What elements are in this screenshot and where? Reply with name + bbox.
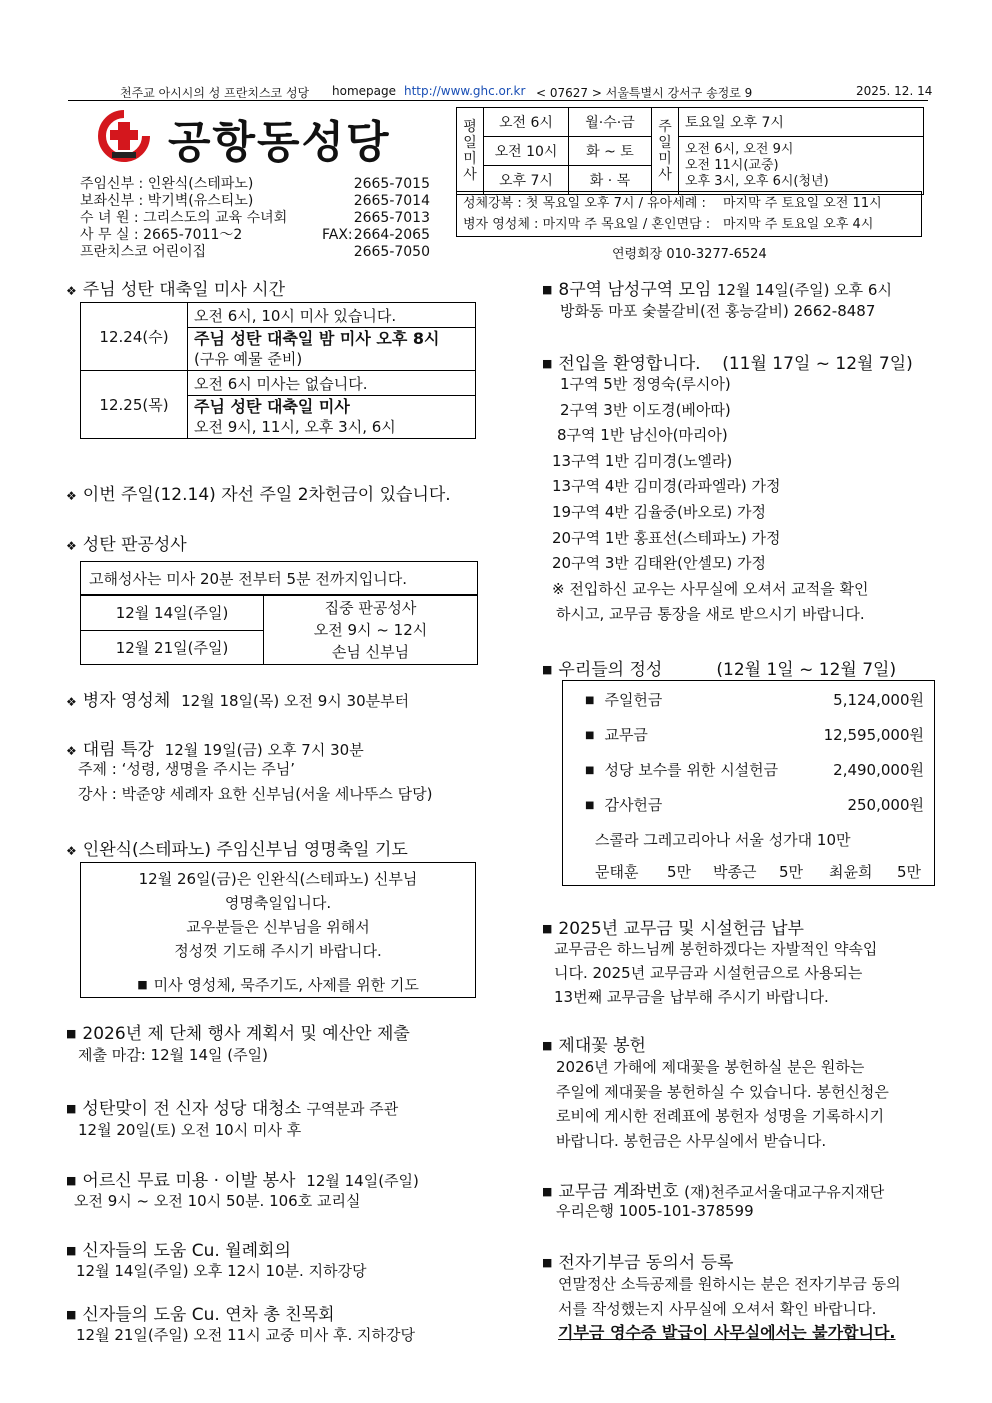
christmas-main — [188, 396, 476, 439]
parish-logo-icon — [98, 110, 150, 162]
confession-info-line: 집중 판공성사 — [324, 599, 417, 617]
edonation-heading: ■ 전자기부금 동의서 등록 — [542, 1248, 733, 1273]
staff-list — [80, 176, 430, 261]
christmas-line: 오전 6시, 10시 미사 있습니다. — [188, 303, 476, 328]
payment-line: 교무금은 하느님께 봉헌하겠다는 자발적인 약속입 — [554, 940, 878, 958]
list-item: 8구역 1반 남신아(마리아) — [557, 426, 728, 445]
offering-amount: 2,490,000원 — [833, 761, 924, 779]
offering-name: ■ 교무금 — [585, 724, 648, 745]
mass-days: 월·수·금 — [569, 108, 652, 137]
christmas-main-sub: (구유 예물 준비) — [194, 350, 303, 368]
advent-speaker: 강사 : 박준양 세례자 요한 신부님(서울 세나뚜스 담당) — [78, 785, 433, 803]
homepage-label: homepage — [332, 84, 396, 98]
christmas-mass-table — [80, 302, 476, 439]
sunday-mass-label: 주일미사 — [652, 108, 679, 195]
sick-communion-detail: 12월 18일(목) 오전 9시 30분부터 — [181, 692, 410, 710]
christmas-main — [188, 328, 476, 371]
feast-line: 교우분들은 신부님을 위해서 — [186, 918, 370, 936]
offering-row — [563, 751, 934, 786]
cu-meeting-heading: ■ 신자들의 도움 Cu. 월례회의 — [66, 1236, 291, 1261]
offering-box — [562, 680, 935, 886]
mass-time: 오전 10시 — [484, 137, 569, 166]
feast-bullet: ■ 미사 영성체, 묵주기도, 사제를 위한 기도 — [81, 973, 475, 997]
welcome-list — [552, 372, 869, 628]
edonation-text — [558, 1272, 901, 1346]
staff-role: 수 녀 원 : 그리스도의 교육 수녀회 — [80, 210, 288, 226]
advent-topic: 주제 : ‘성령, 생명을 주시는 주님’ — [78, 760, 296, 778]
funeral-society-contact: 연령회장 010-3277-6524 — [612, 247, 767, 262]
edonation-line: 연말정산 소득공제를 원하시는 분은 전자기부금 동의 — [558, 1275, 901, 1293]
sunday-mass-line: 오후 3시, 오후 6시(청년) — [685, 173, 829, 189]
hair-sub: 12월 14일(주일) — [306, 1172, 419, 1190]
offering-heading — [542, 655, 896, 680]
advent-detail: 12월 19일(금) 오후 7시 30분 — [164, 741, 364, 759]
donor-amount: 5만 — [897, 863, 922, 881]
hair-title: 어르신 무료 미용 · 이발 봉사 — [82, 1171, 296, 1191]
offering-amount: 250,000원 — [847, 796, 924, 814]
staff-phone: 2664-2065 — [353, 227, 430, 243]
confession-date: 12월 14일(주일) — [81, 596, 264, 631]
cu-party-detail: 12월 21일(주일) 오전 11시 교중 미사 후. 지하강당 — [76, 1326, 415, 1344]
sunday-mass-line: 오전 6시, 오전 9시 — [685, 141, 794, 157]
edonation-warning: 기부금 영수증 발급이 사무실에서는 불가합니다. — [558, 1323, 896, 1342]
welcome-note: ※ 전입하신 교우는 사무실에 오셔서 교적을 확인 — [552, 579, 869, 598]
confession-note: 고해성사는 미사 20분 전부터 5분 전까지입니다. — [80, 561, 478, 595]
list-item: 13구역 4반 김미경(라파엘라) 가정 — [552, 477, 781, 496]
sunday-mass-times — [679, 137, 924, 195]
flower-line: 바랍니다. 봉헌금은 사무실에서 받습니다. — [556, 1131, 827, 1150]
feast-line: 영명축일입니다. — [224, 894, 332, 912]
welcome-note: 하시고, 교무금 통장을 새로 받으시기 바랍니다. — [556, 605, 865, 624]
donor-amount: 5만 — [779, 863, 804, 881]
christmas-line: 오전 6시 미사는 없습니다. — [188, 371, 476, 396]
payment-text — [554, 937, 877, 1009]
offering-amount: 12,595,000원 — [823, 726, 924, 744]
sunday-mass-line: 토요일 오후 7시 — [679, 108, 924, 137]
parish-full-name: 천주교 아시시의 성 프란치스코 성당 — [120, 86, 310, 100]
list-item: 2구역 3반 이도경(베아따) — [560, 400, 731, 419]
plan-detail: 제출 마감: 12월 14일 (주일) — [78, 1046, 268, 1064]
cleaning-title: 성탄맞이 전 신자 성당 대청소 — [82, 1099, 302, 1119]
account-title: 교무금 계좌번호 — [558, 1182, 679, 1202]
note-left: 성체강복 : 첫 목요일 오후 7시 / 유아세례 : — [463, 196, 706, 211]
district8-sub: 12월 14일(주일) 오후 6시 — [716, 281, 892, 299]
offering-row — [563, 681, 934, 716]
list-item: 19구역 4반 김율중(바오로) 가정 — [552, 502, 767, 521]
list-item: 20구역 1반 홍표선(스테파노) 가정 — [552, 528, 781, 547]
advent-info — [78, 757, 432, 807]
confession-info-line: 오전 9시 ~ 12시 — [313, 621, 428, 639]
sick-communion-notice — [66, 686, 409, 711]
feast-line: 정성껏 기도해 주시기 바랍니다. — [174, 942, 382, 960]
bulletin-date: 2025. 12. 14 — [856, 84, 933, 98]
homepage-link[interactable]: http://www.ghc.or.kr — [404, 84, 526, 98]
staff-row — [80, 193, 430, 210]
christmas-date: 12.25(목) — [81, 371, 188, 439]
confession-table — [80, 595, 478, 665]
offering-row — [563, 786, 934, 821]
welcome-title: 전입을 환영합니다. — [558, 354, 701, 374]
list-item: 13구역 1반 김미경(노엘라) — [552, 451, 733, 470]
sick-communion-title: 병자 영성체 — [82, 691, 171, 711]
list-item: 1구역 5반 정영숙(루시아) — [560, 375, 731, 393]
note-left: 병자 영성체 : 마지막 주 목요일 / 혼인면담 : — [463, 217, 711, 232]
donor-name: 박종근 — [713, 863, 757, 881]
altar-flower-heading: ■ 제대꽃 봉헌 — [542, 1031, 646, 1056]
mass-time: 오전 6시 — [484, 108, 569, 137]
altar-flower-text — [556, 1055, 889, 1153]
welcome-period: (11월 17일 ~ 12월 7일) — [722, 354, 913, 374]
payment-heading: ■ 2025년 교무금 및 시설헌금 납부 — [542, 914, 804, 939]
flower-line: 주일에 제대꽃을 봉헌하실 수 있습니다. 봉헌신청은 — [556, 1082, 889, 1101]
christmas-main-sub: 오전 9시, 11시, 오후 3시, 6시 — [194, 418, 396, 436]
donor-name: 최윤희 — [829, 863, 873, 881]
plan-heading: ■ 2026년 제 단체 행사 계획서 및 예산안 제출 — [66, 1019, 410, 1044]
christmas-date: 12.24(수) — [81, 303, 188, 371]
staff-row — [80, 227, 430, 244]
flower-line: 로비에 게시한 전례표에 봉헌자 성명을 기록하시기 — [556, 1107, 885, 1125]
header-divider — [68, 100, 928, 101]
offering-title: 우리들의 정성 — [558, 660, 663, 680]
staff-role: 보좌신부 : 박기벽(유스티노) — [80, 193, 254, 209]
staff-phone: 2665-7050 — [353, 244, 430, 260]
cu-meeting-detail: 12월 14일(주일) 오후 12시 10분. 지하강당 — [76, 1262, 367, 1280]
account-number: 우리은행 1005-101-378599 — [556, 1202, 754, 1220]
offering-amount: 5,124,000원 — [833, 691, 924, 709]
page-title: 공항동성당 — [168, 117, 391, 168]
note-row — [463, 214, 915, 235]
staff-phone: 2665-7013 — [353, 210, 430, 226]
confession-info — [264, 596, 478, 665]
confession-heading: ❖ 성탄 판공성사 — [66, 530, 187, 555]
list-item: 20구역 3반 김태완(안셀모) 가정 — [552, 554, 767, 573]
staff-row — [80, 210, 430, 227]
offering-name: ■ 성당 보수를 위한 시설헌금 — [585, 759, 778, 780]
staff-role: 사 무 실 : 2665-7011～2 — [80, 227, 243, 243]
staff-row — [80, 176, 430, 193]
sacrament-notes — [456, 191, 922, 237]
mass-schedule-table — [456, 107, 924, 195]
hair-detail: 오전 9시 ~ 오전 10시 50분. 106호 교리실 — [74, 1192, 361, 1210]
advent-title: 대림 특강 — [82, 740, 154, 760]
mass-time: 오후 7시 — [484, 166, 569, 195]
edonation-line: 서를 작성했는지 사무실에 오셔서 확인 바랍니다. — [558, 1299, 877, 1318]
payment-line: 13번째 교무금을 납부해 주시기 바랍니다. — [554, 988, 829, 1006]
mass-days: 화 · 목 — [569, 166, 652, 195]
offering-period: (12월 1일 ~ 12월 7일) — [716, 660, 897, 680]
cleaning-heading — [66, 1094, 398, 1119]
cu-party-heading: ■ 신자들의 도움 Cu. 연차 총 친목회 — [66, 1300, 335, 1325]
christmas-main-title: 주님 성탄 대축일 미사 — [194, 397, 350, 416]
cleaning-detail: 12월 20일(토) 오전 10시 미사 후 — [78, 1121, 302, 1139]
staff-role: 프란치스코 어린이집 — [80, 244, 207, 260]
sunday-mass-line: 오전 11시(교중) — [685, 157, 779, 173]
thanks-choir: 스콜라 그레고리아나 서울 성가대 10만 — [595, 831, 851, 849]
note-row — [463, 193, 915, 214]
confession-date: 12월 21일(주일) — [81, 630, 264, 665]
charity-sunday-notice: ❖ 이번 주일(12.14) 자선 주일 2차헌금이 있습니다. — [66, 480, 451, 505]
staff-role: 주임신부 : 인완식(스테파노) — [80, 176, 254, 192]
staff-phone: 2665-7015 — [353, 176, 430, 192]
christmas-mass-heading: ❖ 주님 성탄 대축일 미사 시간 — [66, 275, 285, 300]
note-right: 마지막 주 토요일 오후 4시 — [723, 217, 874, 232]
note-right: 마지막 주 토요일 오전 11시 — [723, 196, 882, 211]
donor-name: 문태훈 — [595, 863, 639, 881]
confession-info-line: 손님 신부님 — [331, 643, 410, 661]
feast-prayer-heading: ❖ 인완식(스테파노) 주임신부님 영명축일 기도 — [66, 835, 408, 860]
payment-line: 니다. 2025년 교무금과 시설헌금으로 사용되는 — [554, 964, 863, 982]
donor-amount: 5만 — [667, 863, 692, 881]
thanks-donors — [595, 861, 925, 881]
offering-row — [563, 716, 934, 751]
feast-line: 12월 26일(금)은 인완식(스테파노) 신부님 — [138, 870, 418, 888]
christmas-main-title: 주님 성탄 대축일 밤 미사 오후 8시 — [194, 329, 440, 348]
welcome-heading — [542, 349, 913, 374]
weekday-mass-label: 평일미사 — [457, 108, 484, 195]
feast-prayer-box — [80, 862, 476, 998]
staff-fax-label: FAX: — [322, 227, 353, 243]
staff-phone: 2665-7014 — [353, 193, 430, 209]
cleaning-sub: 구역분과 주관 — [306, 1100, 399, 1118]
district8-detail: 방화동 마포 숯불갈비(전 홍능갈비) 2662-8487 — [560, 302, 876, 320]
hair-service-heading — [66, 1166, 419, 1191]
district8-heading — [542, 275, 892, 300]
offering-name: ■ 감사헌금 — [585, 794, 662, 815]
flower-line: 2026년 가해에 제대꽃을 봉헌하실 분은 원하는 — [556, 1058, 865, 1076]
offering-name: ■ 주일헌금 — [585, 689, 662, 710]
district8-title: 8구역 남성구역 모임 — [558, 280, 712, 300]
staff-row — [80, 244, 430, 261]
account-sub: (재)천주교서울대교구유지재단 — [684, 1183, 885, 1201]
address: < 07627 > 서울특별시 강서구 송정로 9 — [536, 86, 753, 100]
mass-days: 화 ~ 토 — [569, 137, 652, 166]
